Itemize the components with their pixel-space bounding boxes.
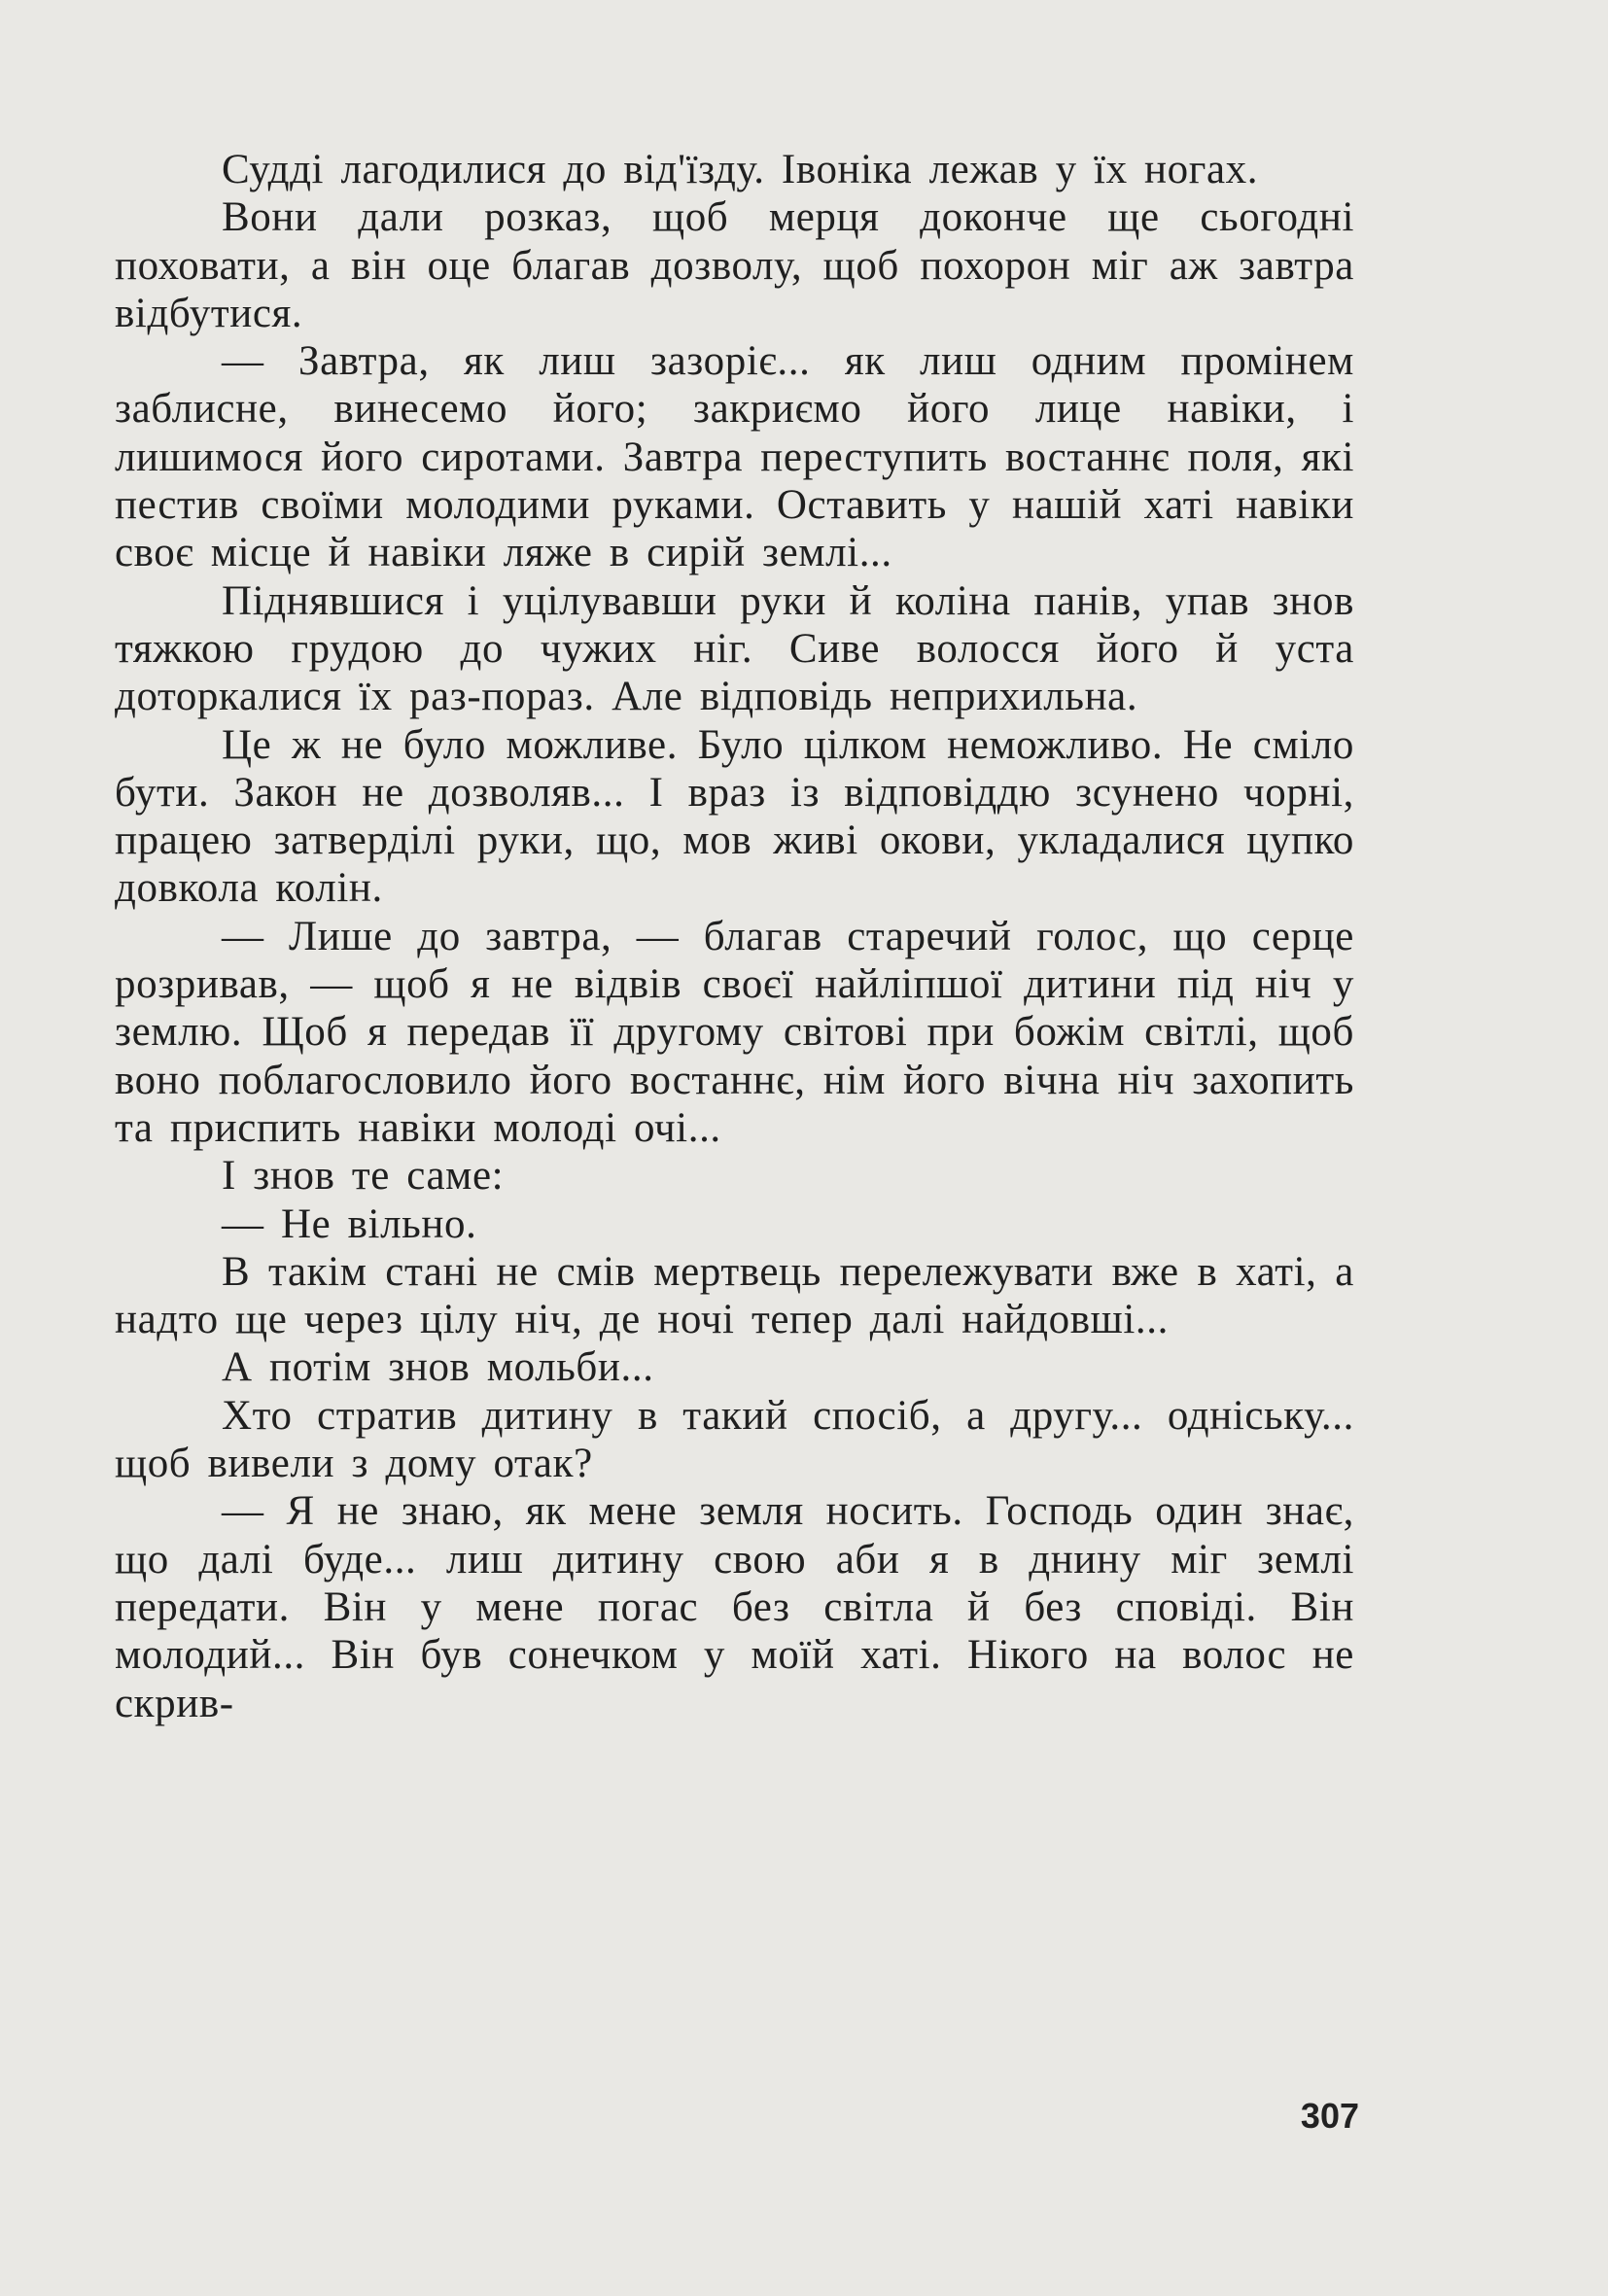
paragraph: Судді лагодилися до від'їзду. Івоніка лежав у їх ногах. — [222, 147, 1259, 192]
paragraph: — Не вільно. — [222, 1200, 477, 1247]
paragraph: Це ж не було можливе. Було цілком неможливо. Не сміло бути. Закон не дозволяв... І враз із відповіддю зсунено чорні, працею затверділі руки, що, мов живі окови, укладалися цупко довкола колін. — [115, 721, 1354, 912]
body-text — [115, 146, 1354, 1727]
paragraph: Вони дали розказ, щоб мерця доконче ще сьогодні поховати, а він оце благав дозволу, щоб похорон міг аж завтра відбутися. — [115, 194, 1354, 336]
paragraph: А потім знов мольби... — [222, 1344, 654, 1391]
paragraph: — Я не знаю, як мене земля носить. Господь один знає, що далі буде... лиш дитину свою аби я в днину міг землі передати. Він у мене погас без світла й без сповіді. Він молодий... Він був сонечком у моїй хаті. Нікого на волос не скрив- — [115, 1488, 1354, 1726]
paragraph: Хто стратив дитину в такий спосіб, а другу... одніську... щоб вивели з дому отак? — [115, 1392, 1354, 1487]
paragraph: В такім стані не смів мертвець перележувати вже в хаті, а надто ще через цілу ніч, де ночі тепер далі найдовші... — [115, 1248, 1354, 1343]
paragraph: І знов те саме: — [222, 1153, 505, 1200]
paragraph: — Лише до завтра, — благав старечий голос, що серце розривав, — щоб я не відвів своєї найліпшої дитини під ніч у землю. Щоб я передав її другому світові при божім світлі, щоб воно поблагословило його востаннє, нім його вічна ніч захопить та приспить навіки молоді очі... — [115, 913, 1354, 1151]
paragraph: Піднявшися і уцілувавши руки й коліна панів, упав знов тяжкою грудою до чужих ніг. Сиве волосся його й уста доторкалися їх раз-пораз. Але відповідь неприхильна. — [115, 577, 1354, 720]
page-number: 307 — [1300, 2096, 1359, 2136]
paragraph: — Завтра, як лиш зазоріє... як лиш одним промінем заблисне, винесемо його; закриємо його лице навіки, і лишимося його сиротами. Завтра переступить востаннє поля, які пестив своїми молодими руками. Оставить у нашій хаті навіки своє місце й навіки ляже в сирій землі... — [115, 338, 1354, 576]
